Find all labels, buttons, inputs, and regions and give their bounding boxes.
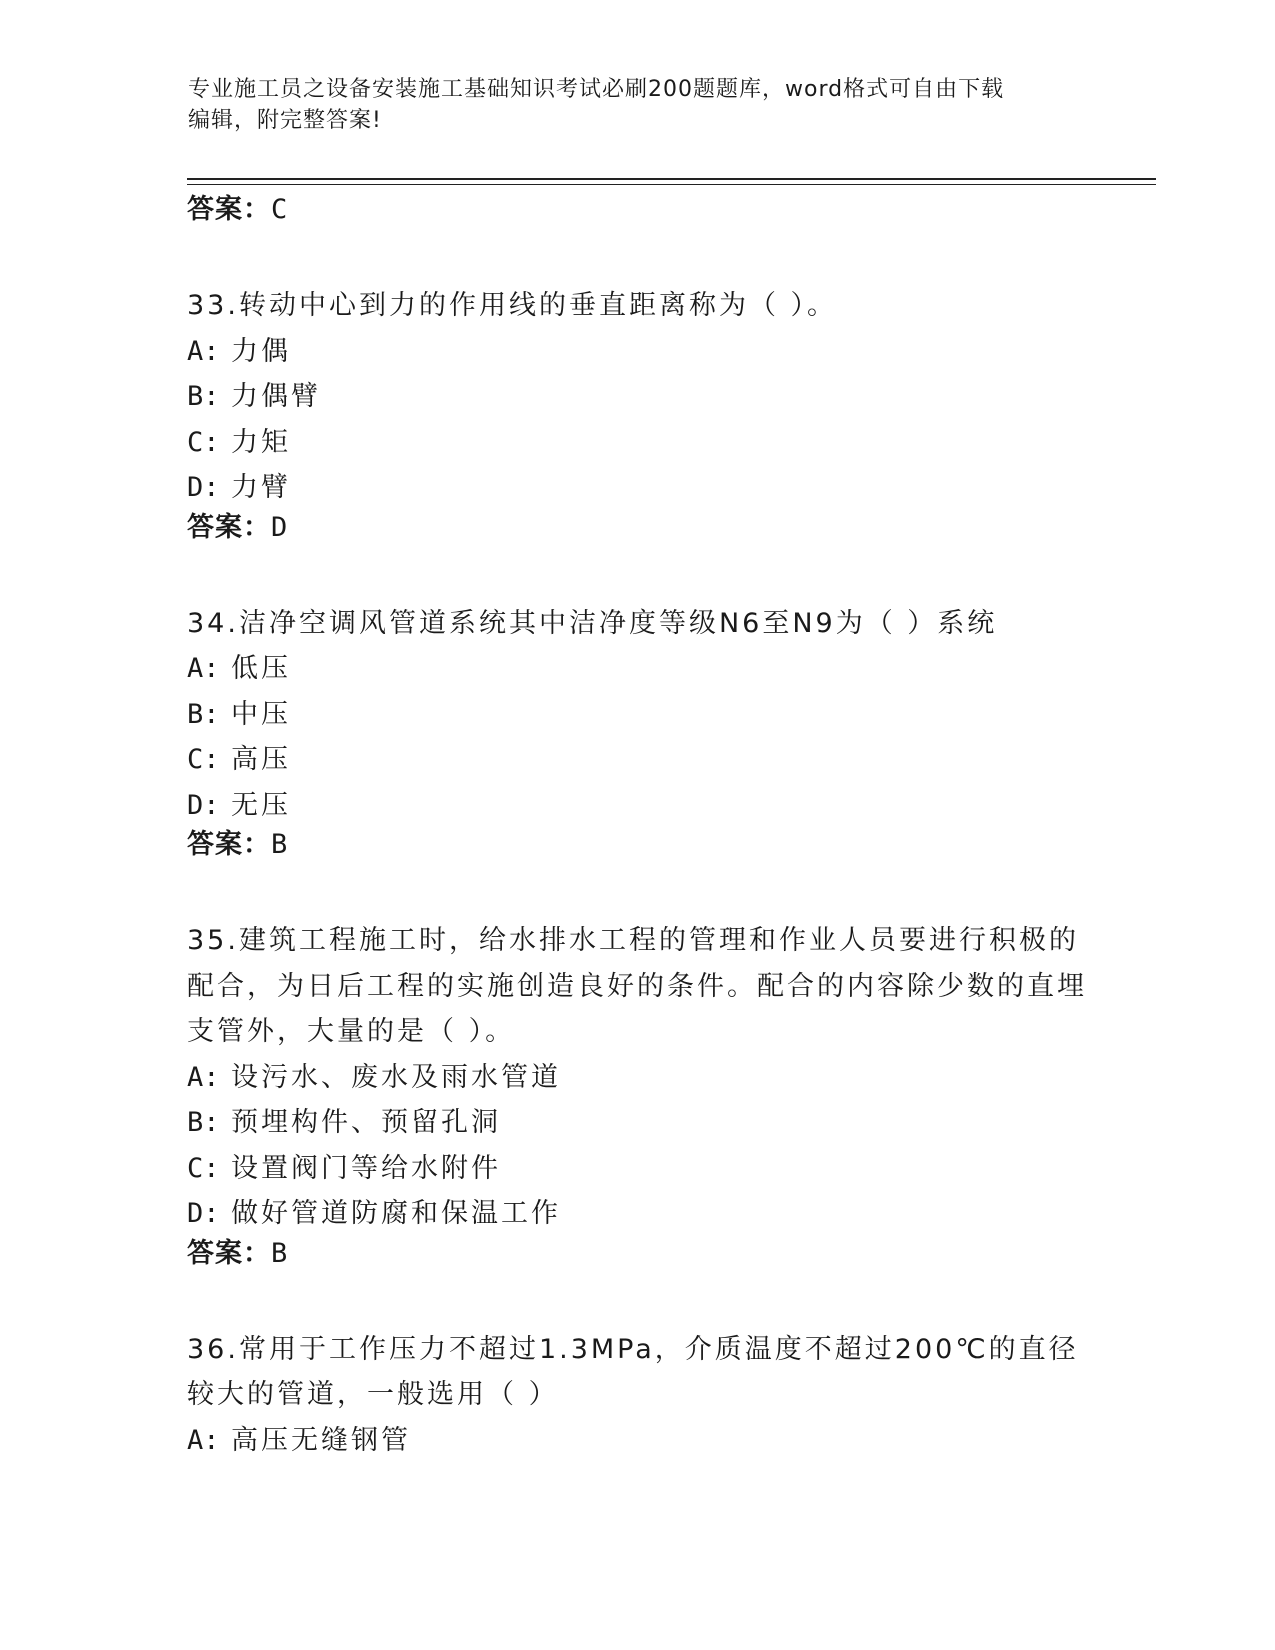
question-text: 35.建筑工程施工时，给水排水工程的管理和作业人员要进行积极的配合，为日后工程的实施创造良好的条件。配合的内容除少数的直埋支管外，大量的是（ ）。 <box>187 925 1087 1047</box>
option-text: 高压无缝钢管 <box>231 1424 411 1456</box>
option-key: A: <box>187 335 220 367</box>
header-line-1: 专业施工员之设备安装施工基础知识考试必刷200题题库，word格式可自由下载 <box>188 77 1005 102</box>
option-text: 无压 <box>231 789 291 821</box>
option-key: A: <box>187 1424 220 1456</box>
answer-line <box>187 828 1087 874</box>
answer-value: B <box>271 829 289 860</box>
option-b <box>187 692 1087 738</box>
option-text: 力臂 <box>231 472 291 503</box>
answer-label: 答案： <box>187 1237 271 1269</box>
header-divider-thin <box>187 184 1156 185</box>
option-a <box>187 646 1087 692</box>
question-text: 36.常用于工作压力不超过1.3MPa，介质温度不超过200℃的直径较大的管道，一般选用（ ） <box>187 1333 1079 1410</box>
option-key: C: <box>187 426 220 458</box>
option-key: B: <box>187 1107 220 1138</box>
option-b <box>187 374 1087 420</box>
option-a <box>187 1055 1087 1101</box>
document-header <box>188 74 1068 136</box>
option-text: 做好管道防腐和保温工作 <box>231 1198 561 1229</box>
answer-label: 答案： <box>187 829 271 860</box>
question-list <box>187 193 1087 1463</box>
option-b <box>187 1100 1087 1146</box>
answer-line <box>187 193 1087 239</box>
question-text: 33.转动中心到力的作用线的垂直距离称为（ ）。 <box>187 290 838 321</box>
option-key: A: <box>187 1061 220 1093</box>
option-text: 预埋构件、预留孔洞 <box>231 1107 501 1138</box>
option-d <box>187 465 1087 511</box>
option-key: A: <box>187 653 220 684</box>
option-key: D: <box>187 472 220 503</box>
option-a <box>187 1418 1087 1464</box>
question-text: 34.洁净空调风管道系统其中洁净度等级N6至N9为（ ）系统 <box>187 607 998 639</box>
option-key: B: <box>187 381 220 412</box>
option-key: B: <box>187 698 220 730</box>
option-a <box>187 329 1087 375</box>
answer-value: C <box>271 194 289 225</box>
option-c <box>187 737 1087 783</box>
option-key: D: <box>187 789 220 821</box>
answer-label: 答案： <box>187 511 271 543</box>
option-c <box>187 420 1087 466</box>
option-text: 力矩 <box>231 426 291 458</box>
answer-line <box>187 511 1087 557</box>
answer-line <box>187 1237 1087 1283</box>
option-text: 中压 <box>231 698 291 730</box>
header-line-2: 编辑，附完整答案! <box>188 108 382 133</box>
answer-value: D <box>271 511 289 543</box>
option-text: 设置阀门等给水附件 <box>231 1152 501 1184</box>
option-d <box>187 1191 1087 1237</box>
option-text: 高压 <box>231 744 291 775</box>
header-divider-thick <box>187 178 1156 180</box>
question-block <box>187 601 1087 875</box>
question-block <box>187 283 1087 557</box>
option-d <box>187 783 1087 829</box>
option-key: C: <box>187 1152 220 1184</box>
answer-label: 答案： <box>187 194 271 225</box>
question-block <box>187 918 1087 1283</box>
option-text: 低压 <box>231 653 291 684</box>
option-c <box>187 1146 1087 1192</box>
option-text: 设污水、废水及雨水管道 <box>231 1061 561 1093</box>
answer-value: B <box>271 1237 289 1269</box>
option-key: D: <box>187 1198 220 1229</box>
question-block <box>187 1327 1087 1464</box>
option-text: 力偶臂 <box>231 381 321 412</box>
option-text: 力偶 <box>231 335 291 367</box>
option-key: C: <box>187 744 220 775</box>
